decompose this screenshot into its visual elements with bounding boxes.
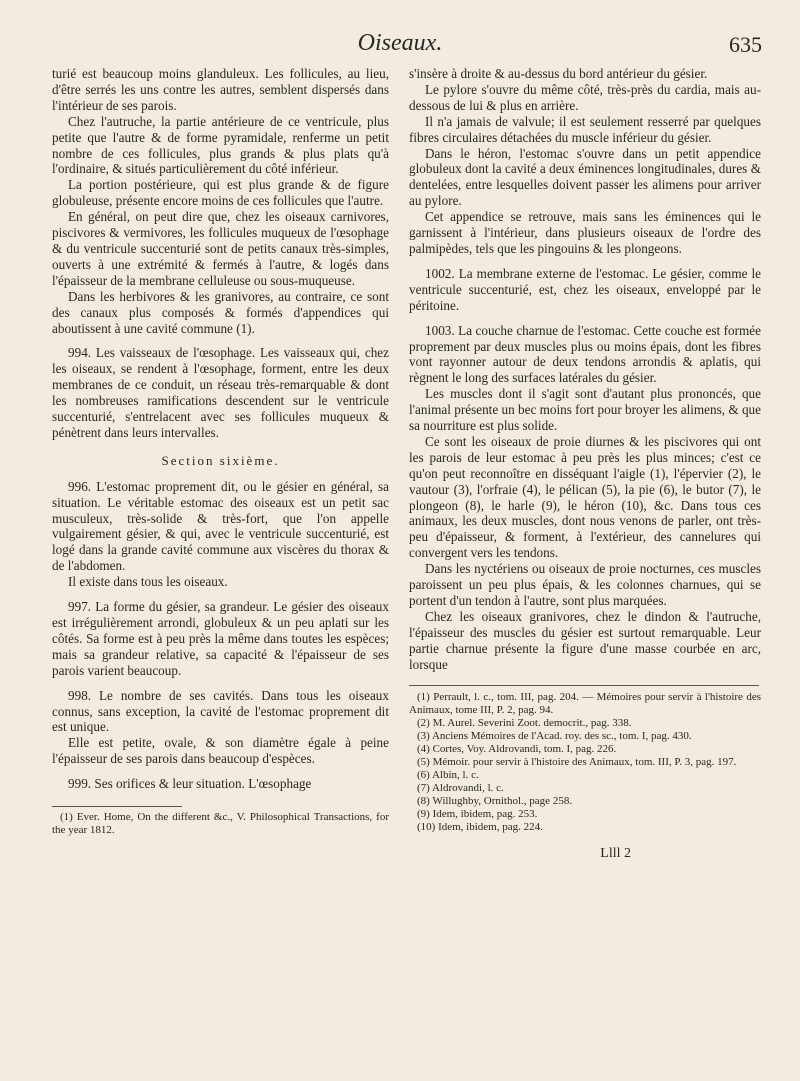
footnote: (10) Idem, ibidem, pag. 224.	[417, 820, 543, 833]
paragraph: turié est beaucoup moins glanduleux. Les follicules, au lieu, d'être serrés les uns contre les autres, semblent dispersés dans l'intérieur de ses parois.	[52, 66, 389, 113]
left-column	[52, 66, 389, 837]
footnote: (6) Albin, l. c.	[417, 768, 479, 781]
page-number: 635	[729, 32, 762, 57]
paragraph: La portion postérieure, qui est plus grande & de figure globuleuse, présente encore moins de ces follicules que l'autre.	[52, 177, 389, 209]
paragraph: 998. Le nombre de ses cavités. Dans tous les oiseaux connus, sans exception, la cavité de l'estomac proprement dit est unique.	[52, 687, 389, 735]
paragraph: Dans les herbivores & les granivores, au contraire, ce sont des canaux plus composés & formés d'appendices qui aboutissent à une cavité commune (1).	[52, 288, 389, 336]
paragraph: Chez les oiseaux granivores, chez le dindon & l'autruche, l'épaisseur des muscles du gésier est surtout remarquable. Leur partie charnue présente la figure d'une masse courbée en arc, lorsque	[409, 608, 761, 672]
footnote: (7) Aldrovandi, l. c.	[417, 781, 504, 794]
paragraph: 994. Les vaisseaux de l'œsophage. Les vaisseaux qui, chez les oiseaux, se rendent à l'œsophage, forment, entre les deux membranes de ce conduit, un réseau très-remarquable & dont les nombreuses ramifications descendent sur le ventricule succenturié, s'entrelacent avec ses follicules muqueux & pénètrent dans leurs intervalles.	[52, 345, 389, 440]
paragraph: Dans les nyctériens ou oiseaux de proie nocturnes, ces muscles paroissent un peu plus épais, & les colonnes charnues, qui se portent d'un tendon à l'autre, sont plus marquées.	[409, 561, 761, 608]
footnote-rule	[409, 685, 759, 686]
paragraph: Cet appendice se retrouve, mais sans les éminences qui le garnissent à l'intérieur, dans plusieurs oiseaux de l'ordre des palmipèdes, tels que les pingouins & les plongeons.	[409, 209, 761, 256]
footnote: (1) Ever. Home, On the different &c., V. Philosophical Transactions, for the year 1812.	[52, 811, 389, 837]
footnote: (2) M. Aurel. Severini Zoot. democrit., pag. 338.	[417, 716, 632, 729]
paragraph: 1002. La membrane externe de l'estomac. Le gésier, comme le ventricule succenturié, est, chez les oiseaux, enveloppé par le péritoine.	[409, 265, 761, 313]
paragraph: Chez l'autruche, la partie antérieure de ce ventricule, plus petite que l'autre & de forme pyramidale, renferme un petit nombre de ces follicules, plus grands & plus plats qu'à l'ordinaire, & situés particulièrement du côté inférieur.	[52, 113, 389, 177]
footnote: (4) Cortes, Voy. Aldrovandi, tom. I, pag. 226.	[417, 742, 617, 755]
running-title: Oiseaux.	[357, 30, 443, 56]
paragraph: Les muscles dont il s'agit sont d'autant plus prononcés, que l'animal présente un bec moins fort pour broyer les alimens, & que sa nourriture est plus solide.	[409, 386, 761, 434]
footnote: (1) Perrault, l. c., tom. III, pag. 204. — Mémoires pour servir à l'histoire des Animaux, tome III, P. 2, pag. 94.	[409, 690, 761, 716]
section-heading: Section sixième.	[161, 452, 280, 468]
signature-mark: Llll 2	[600, 845, 631, 861]
paragraph: s'insère à droite & au-dessus du bord antérieur du gésier.	[409, 66, 708, 81]
paragraph: Il existe dans tous les oiseaux.	[68, 574, 228, 590]
footnote: (9) Idem, ibidem, pag. 253.	[417, 807, 538, 820]
paragraph: 999. Ses orifices & leur situation. L'œsophage	[68, 776, 312, 792]
paragraph: 997. La forme du gésier, sa grandeur. Le gésier des oiseaux est irrégulièrement arrondi, globuleux & un peu aplati sur les côtés. Sa forme est à peu près la même dans toutes les espèces; mais sa grandeur relative, sa capacité & l'épaisseur de ses parois varient beaucoup.	[52, 599, 389, 678]
right-column	[409, 66, 761, 861]
paragraph: Ce sont les oiseaux de proie diurnes & les piscivores qui ont les parois de leur estomac à peu près les plus minces; c'est ce qu'on peut reconnoître en disséquant l'aigle (1), l'épervier (2), le vautour (3), l'orfraie (4), le pélican (5), la pie (6), le butor (7), le plongeon (8), le harle (9), le héron (10), &c. Dans tous ces animaux, les deux muscles, dont nous venons de parler, ont très-peu d'épaisseur, & forment, à l'extérieur, des cannelures qui convergent vers les tendons.	[409, 433, 761, 561]
footnote: (5) Mémoir. pour servir à l'histoire des Animaux, tom. III, P. 3, pag. 197.	[417, 755, 737, 768]
paragraph: 1003. La couche charnue de l'estomac. Cette couche est formée proprement par deux muscles plus ou moins épais, dont les fibres vont rayonner autour de deux tendons arrondis & aplatis, qui règnent le long des surfaces latérales du gésier.	[409, 322, 761, 386]
paragraph: En général, on peut dire que, chez les oiseaux carnivores, piscivores & vermivores, les follicules muqueux de l'œsophage & du ventricule succenturié sont de petits canaux très-simples, ouverts à une extrémité & fermés à l'autre, & logés dans l'épaisseur de la membrane celluleuse ou sous-muqueuse.	[52, 209, 389, 288]
paragraph: Il n'a jamais de valvule; il est seulement resserré par quelques fibres circulaires détachées du muscle inférieur du gésier.	[409, 113, 761, 145]
paragraph: Dans le héron, l'estomac s'ouvre dans un petit appendice globuleux dont la cavité a deux éminences longitudinales, dures & dentelées, entre lesquelles doivent passer les alimens pour arriver au pylore.	[409, 145, 761, 209]
paragraph: 996. L'estomac proprement dit, ou le gésier en général, sa situation. Le véritable estomac des oiseaux est un petit sac musculeux, très-solide & très-fort, que l'on appelle vulgairement gésier, & qui, avec le ventricule succenturié, est logé dans la grande cavité commune aux viscères du thorax & de l'abdomen.	[52, 478, 389, 574]
footnote: (3) Anciens Mémoires de l'Acad. roy. des sc., tom. I, pag. 430.	[417, 729, 692, 742]
paragraph: Le pylore s'ouvre du même côté, très-près du cardia, mais au-dessous de lui & plus en arrière.	[409, 81, 761, 113]
page-header	[0, 30, 800, 60]
paragraph: Elle est petite, ovale, & son diamètre égale à peine l'épaisseur de ses parois dans beaucoup d'espèces.	[52, 735, 389, 767]
footnote-rule	[52, 806, 182, 807]
footnote: (8) Willughby, Ornithol., page 258.	[417, 794, 573, 807]
